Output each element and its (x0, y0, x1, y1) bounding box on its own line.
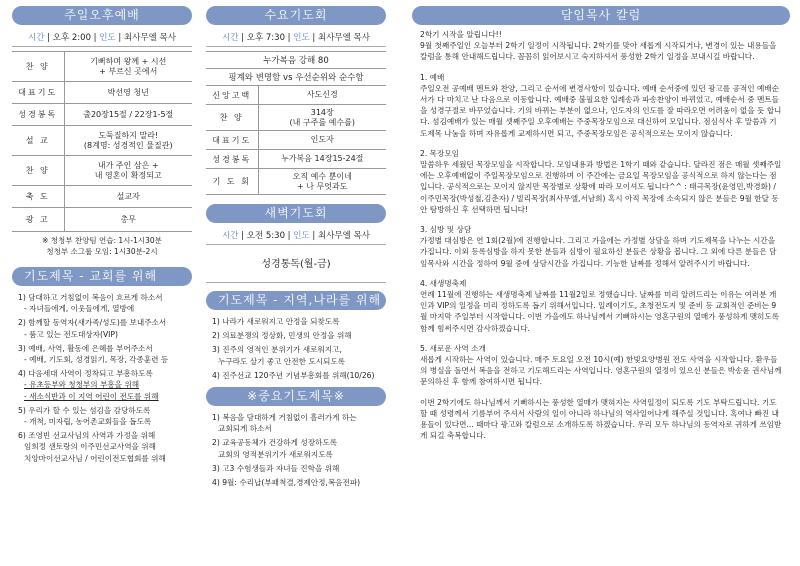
order-label: 신앙고백 (206, 86, 258, 105)
left-column (12, 6, 192, 467)
prayer-item (18, 317, 192, 339)
prayer-item (212, 370, 386, 381)
lead-label: 인도 (293, 33, 310, 43)
order-label: 축 도 (12, 186, 64, 208)
prayer-sub: 누구라도 살기 좋고 안전한 도시되도록 (218, 356, 346, 366)
lead-value: 최사무엘 목사 (317, 33, 370, 43)
order-line: (8계명: 성경적인 물질관) (83, 140, 173, 150)
order-row (12, 126, 192, 156)
column-section-head: 5. 새로운 사역 소개 (420, 343, 486, 353)
order-line: 기뻐하며 왕께 + 시선 (90, 56, 167, 66)
order-row (206, 150, 386, 169)
prayer-sub: - 개척, 미자립, 농어촌교회들을 돕도록 (24, 417, 152, 427)
spacer (420, 269, 782, 278)
prayer-main: 2) 함께할 동역자(새가족/성도)를 보내주소서 (18, 318, 167, 328)
order-label: 찬 양 (12, 52, 64, 82)
column-section-head: 2. 목장모임 (420, 148, 460, 158)
prayer-sub: 교회되게 하소서 (218, 424, 272, 434)
order-label: 광 고 (12, 208, 64, 232)
order-row (12, 208, 192, 232)
prayer-special-list (206, 412, 386, 488)
prayer-church-title: 기도제목 - 교회를 위해 (12, 267, 192, 286)
prayer-church-list (12, 292, 192, 464)
afternoon-notes (12, 235, 192, 257)
wednesday-title: 수요기도회 (206, 6, 386, 25)
column-section-body: 연례 11월에 진행하는 새생명축제 날짜를 11월2일로 정했습니다. 날짜를 미리 알려드리는 이유는 여러분 개인과 VIP의 일정을 미리 정하도록 돕기 위해서입니다. 일례이기도, 초청전도지 및 준비 등 교회적인 준비는 9월 마지막 주일부터 시작합니다. 이번 가을에도 하나님께서 기뻐하시는 영혼구원의 열매가 풍성하게 맺히도록 함께 힘써주시면 감사하겠습니다. (420, 290, 780, 333)
spacer (420, 388, 782, 397)
prayer-main: 6) 조영빈 선교사님의 사역과 가정을 위해 (18, 431, 156, 441)
time-label: 시간 (28, 33, 45, 43)
time-value: 오후 7:30 (246, 33, 285, 43)
order-line: 내가 주인 삼은 + (97, 160, 159, 170)
prayer-sub: 치앙마이선교사님 / 어린이전도협회를 위해 (24, 453, 166, 463)
order-line: 도둑질하지 말라! (98, 130, 159, 140)
dawn-content: 성경통독(월-금) (206, 245, 386, 283)
order-line: 오직 예수 뿐이네 (292, 171, 352, 181)
note-line: ※ 청청부 찬양팀 연습: 1시-1시30분 (42, 236, 162, 245)
sermon-text: 누가복음 강해 80 (206, 52, 386, 69)
order-label: 설 교 (12, 126, 64, 156)
order-value (258, 105, 386, 131)
order-line: 설교자 (116, 191, 140, 201)
order-value (64, 82, 192, 104)
order-value (258, 169, 386, 195)
order-label: 대표기도 (12, 82, 64, 104)
order-line: + 부르신 곳에서 (99, 66, 158, 76)
prayer-item (212, 437, 386, 459)
order-value (64, 156, 192, 186)
column-section-body: 새롭게 시작하는 사역이 있습니다. 매주 토요일 오전 10시(예) 한빛요양병원 전도 사역을 시작합니다. 환우들의 병실을 돌면서 복음을 전하고 기도해드리는 사역입니다. 영혼구원의 열정이 있으신 분들은 박송윤 권사님께 문의하신 후 함께 참여하시면 됩니다. (420, 355, 782, 387)
column-intro: 9월 첫째주일인 오늘부터 2학기 일정이 시작됩니다. 2학기를 맞아 새롭게 시작되거나, 변경이 있는 내용들을 칼럼을 통해 안내해드립니다. 꼼꼼히 읽어보시고 숙지하셔서 풍성한 2학기 일정을 보내시길 바랍니다. (420, 41, 777, 62)
order-row (206, 169, 386, 195)
order-label: 기 도 회 (206, 169, 258, 195)
prayer-main: 4) 다음세대 사역이 정착되고 부흥하도록 (18, 369, 153, 379)
column-section-head: 3. 심방 및 상담 (420, 225, 472, 235)
prayer-item (18, 343, 192, 365)
column-section-body: 주일오전 공예배 멘트와 찬양, 그리고 순서에 변경사항이 있습니다. 예배 순서중에 있던 광고를 공적인 예배순서가 다 마치고 난 다음으로 이동합니다. 예배중 불필요한 입례송과 파송찬양이 바뀌었고, 예배순서 중 멘트들을 성경구절로 바꾸었습니다. 기의 바뀌는 부분이 없으나, 인도자의 인도를 잘 따라오면 어려움이 없을 듯 합니다. 섬김예배가 있는 매월 셋째주일 오후예배는 주중목장모임으로 대신하여 모입니다. 점심식사 후 말씀과 기도제목 나눔을 하며 자유롭게 교제하시면 되고, 주중목장모임은 공식적으로는 모이지 않습니다. (420, 83, 782, 138)
sermon-text: 핑계와 변명함 vs 우선순위와 순수함 (206, 69, 386, 86)
prayer-main: 4) 진주선교 120주년 기념부흥회를 위해(10/26) (212, 370, 375, 380)
order-label: 대표기도 (206, 131, 258, 150)
order-row (12, 104, 192, 126)
time-value: 오전 5:30 (246, 231, 285, 241)
note-line: 청청부 소그룹 모임: 1시30분-2시 (46, 247, 158, 256)
prayer-special-title: ※중요기도제목※ (206, 387, 386, 406)
prayer-region-list (206, 316, 386, 381)
middle-column (206, 6, 386, 491)
order-value (64, 104, 192, 126)
order-line: 314장 (310, 107, 334, 117)
prayer-main: 1) 담대하고 거침없이 복음이 흐르게 하소서 (18, 293, 163, 302)
column-section-head: 4. 새생명축제 (420, 278, 467, 288)
prayer-main: 5) 우리가 할 수 있는 섬김을 감당하도록 (18, 405, 151, 415)
order-row (12, 52, 192, 82)
prayer-item (212, 463, 386, 474)
order-row (12, 156, 192, 186)
prayer-sub: - 품고 있는 전도대상자(VIP) (24, 329, 118, 339)
spacer (420, 139, 782, 148)
order-label: 찬 양 (206, 105, 258, 131)
prayer-item (212, 316, 386, 327)
lead-value: 최사무엘 목사 (123, 33, 176, 43)
spacer (420, 215, 782, 224)
column-outro: 이번 2학기에도 하나님께서 기뻐하시는 풍성한 열매가 맺혀지는 사역일정이 되도록 기도 부탁드립니다. 기도할 때 성령께서 기름부어 주셔서 사람의 일이 아니라 하나님의 역사일어나게 해주실 것입니다. 혹여나 빠진 내용들이 있다면... 때마다 광고와 칼럼으로 소개하도록 하겠습니다. 우리 모두 하나님의 동역자로 귀하게 쓰임받게 되길 축복합니다. (420, 397, 782, 441)
column-section-head: 1. 예배 (420, 72, 445, 82)
prayer-sub: 임희정 샌토랑의 이주민선교사역을 위해 (24, 442, 156, 452)
dawn-time-line: 시간 | 오전 5:30 | 인도 | 최사무엘 목사 (206, 226, 386, 245)
column-intro: 2학기 시작을 알립니다!! (420, 30, 502, 39)
order-line: 인도자 (310, 135, 334, 144)
prayer-main: 2) 교육공동체가 건강하게 성장하도록 (212, 438, 338, 448)
prayer-item (18, 430, 192, 464)
order-line: 총무 (120, 214, 136, 224)
prayer-item (18, 405, 192, 427)
prayer-item (18, 292, 192, 314)
lead-label: 인도 (293, 231, 310, 241)
afternoon-title: 주일오후예배 (12, 6, 192, 25)
order-line: 누가복음 14장15-24절 (281, 154, 364, 163)
afternoon-order-table (12, 51, 192, 232)
order-line: + 나 무엇과도 (297, 181, 348, 191)
sermon-row (206, 52, 386, 69)
sermon-row (206, 69, 386, 86)
prayer-item (212, 477, 386, 488)
lead-value: 최사무엘 목사 (317, 231, 370, 241)
order-line: 사도신경 (306, 90, 338, 99)
prayer-sub: - 예배, 기도회, 성경읽기, 목장, 각종훈련 등 (24, 355, 169, 365)
order-value (64, 186, 192, 208)
time-label: 시간 (222, 33, 239, 43)
right-column (412, 6, 790, 442)
prayer-item (212, 330, 386, 341)
order-row (206, 105, 386, 131)
order-row (206, 131, 386, 150)
column-section-body: 가정별 대심방은 연 1회(2월)에 진행합니다. 그리고 가을에는 가정별 상담을 하며 기도제목을 나누는 시간을 가집니다. 이외 등록심방을 하지 못한 분들과 심방이 필요하신 분들은 상황을 봅니다. 그 외에 다른 분들은 담임목사와 시간을 정하여 9월 중에 상담시간을 가집니다. 기능한 날짜를 정해서 알려주시기 바랍니다. (420, 236, 777, 268)
spacer (420, 334, 782, 343)
time-label: 시간 (222, 231, 239, 241)
prayer-main: 3) 진주의 영적인 분위기가 새로워지고, (212, 345, 342, 355)
prayer-main: 3) 고3 수험생들과 자녀들 진학을 위해 (212, 463, 340, 473)
column-body (412, 29, 790, 442)
order-value (258, 86, 386, 105)
order-value (258, 131, 386, 150)
prayer-sub: - 자녀들에게, 이웃들에게, 열방에 (24, 304, 135, 314)
order-line: 내 영혼이 확정되고 (94, 170, 162, 180)
order-label: 성경봉독 (12, 104, 64, 126)
order-label: 성경봉독 (206, 150, 258, 169)
order-value (64, 208, 192, 232)
order-label: 찬 양 (12, 156, 64, 186)
column-title: 담임목사 칼럼 (412, 6, 790, 25)
prayer-region-title: 기도제목 - 지역,나라를 위해 (206, 291, 386, 310)
order-value (64, 126, 192, 156)
order-value (258, 150, 386, 169)
prayer-item (212, 412, 386, 434)
order-row (12, 82, 192, 104)
prayer-main: 1) 나라가 새로워지고 안정을 되찾도록 (212, 317, 340, 326)
prayer-sub: - 유초등부와 청청부의 부흥을 위해 (24, 380, 140, 390)
lead-label: 인도 (99, 33, 116, 43)
order-line: 출20장15절 / 22장1-5절 (83, 109, 174, 119)
order-row (12, 186, 192, 208)
order-line: (내 구주를 예수를) (289, 117, 355, 127)
prayer-item (18, 368, 192, 402)
prayer-main: 4) 9월: 수리납(부패척결,경제안정,복음전파) (212, 478, 361, 488)
prayer-sub: 교회의 영적분위기가 새로워지도록 (218, 449, 333, 459)
column-section-body: 말씀하우 세웠던 목장모임을 시작합니다. 모임내용과 방법은 1학기 때와 같습니다. 달라진 점은 매월 셋째주일에는 오후예배없이 주일목장모임으로 진행하며 이 주간에는 금요일 목장모임을 공식적으로 하지 않는다는 점입니다. 공식적으로는 모이지 않지만 목장별로 상황에 따라 모이셔도 됩니다^^ : 태극목장(윤영민,박경화) / 이주민목장(박성철,김춘자) / 빌리목장(최사무엘,서남희) 혹시 아직 목장에 소속되지 않은 분들은 9월 한달 동안 탐방하신 후 선택하면 됩니다! (420, 160, 782, 214)
order-row (206, 86, 386, 105)
order-value (64, 52, 192, 82)
order-line: 박선영 청년 (107, 87, 149, 97)
wednesday-time-line: 시간 | 오후 7:30 | 인도 | 최사무엘 목사 (206, 28, 386, 47)
spacer (420, 63, 782, 72)
dawn-title: 새벽기도회 (206, 204, 386, 223)
time-value: 오후 2:00 (52, 33, 91, 43)
wednesday-order-table (206, 51, 386, 195)
prayer-item (212, 344, 386, 366)
prayer-main: 1) 복음을 담대하게 거침없이 흘러가게 하는 (212, 413, 357, 423)
prayer-main: 3) 예배, 사역, 활동에 은혜를 부어주소서 (18, 343, 153, 353)
prayer-sub: - 새소식반과 이 지역 어린이 전도를 위해 (24, 391, 159, 401)
afternoon-time-line: 시간 | 오후 2:00 | 인도 | 최사무엘 목사 (12, 28, 192, 47)
prayer-main: 2) 의료분쟁의 정상화, 민생의 안정을 위해 (212, 331, 352, 341)
